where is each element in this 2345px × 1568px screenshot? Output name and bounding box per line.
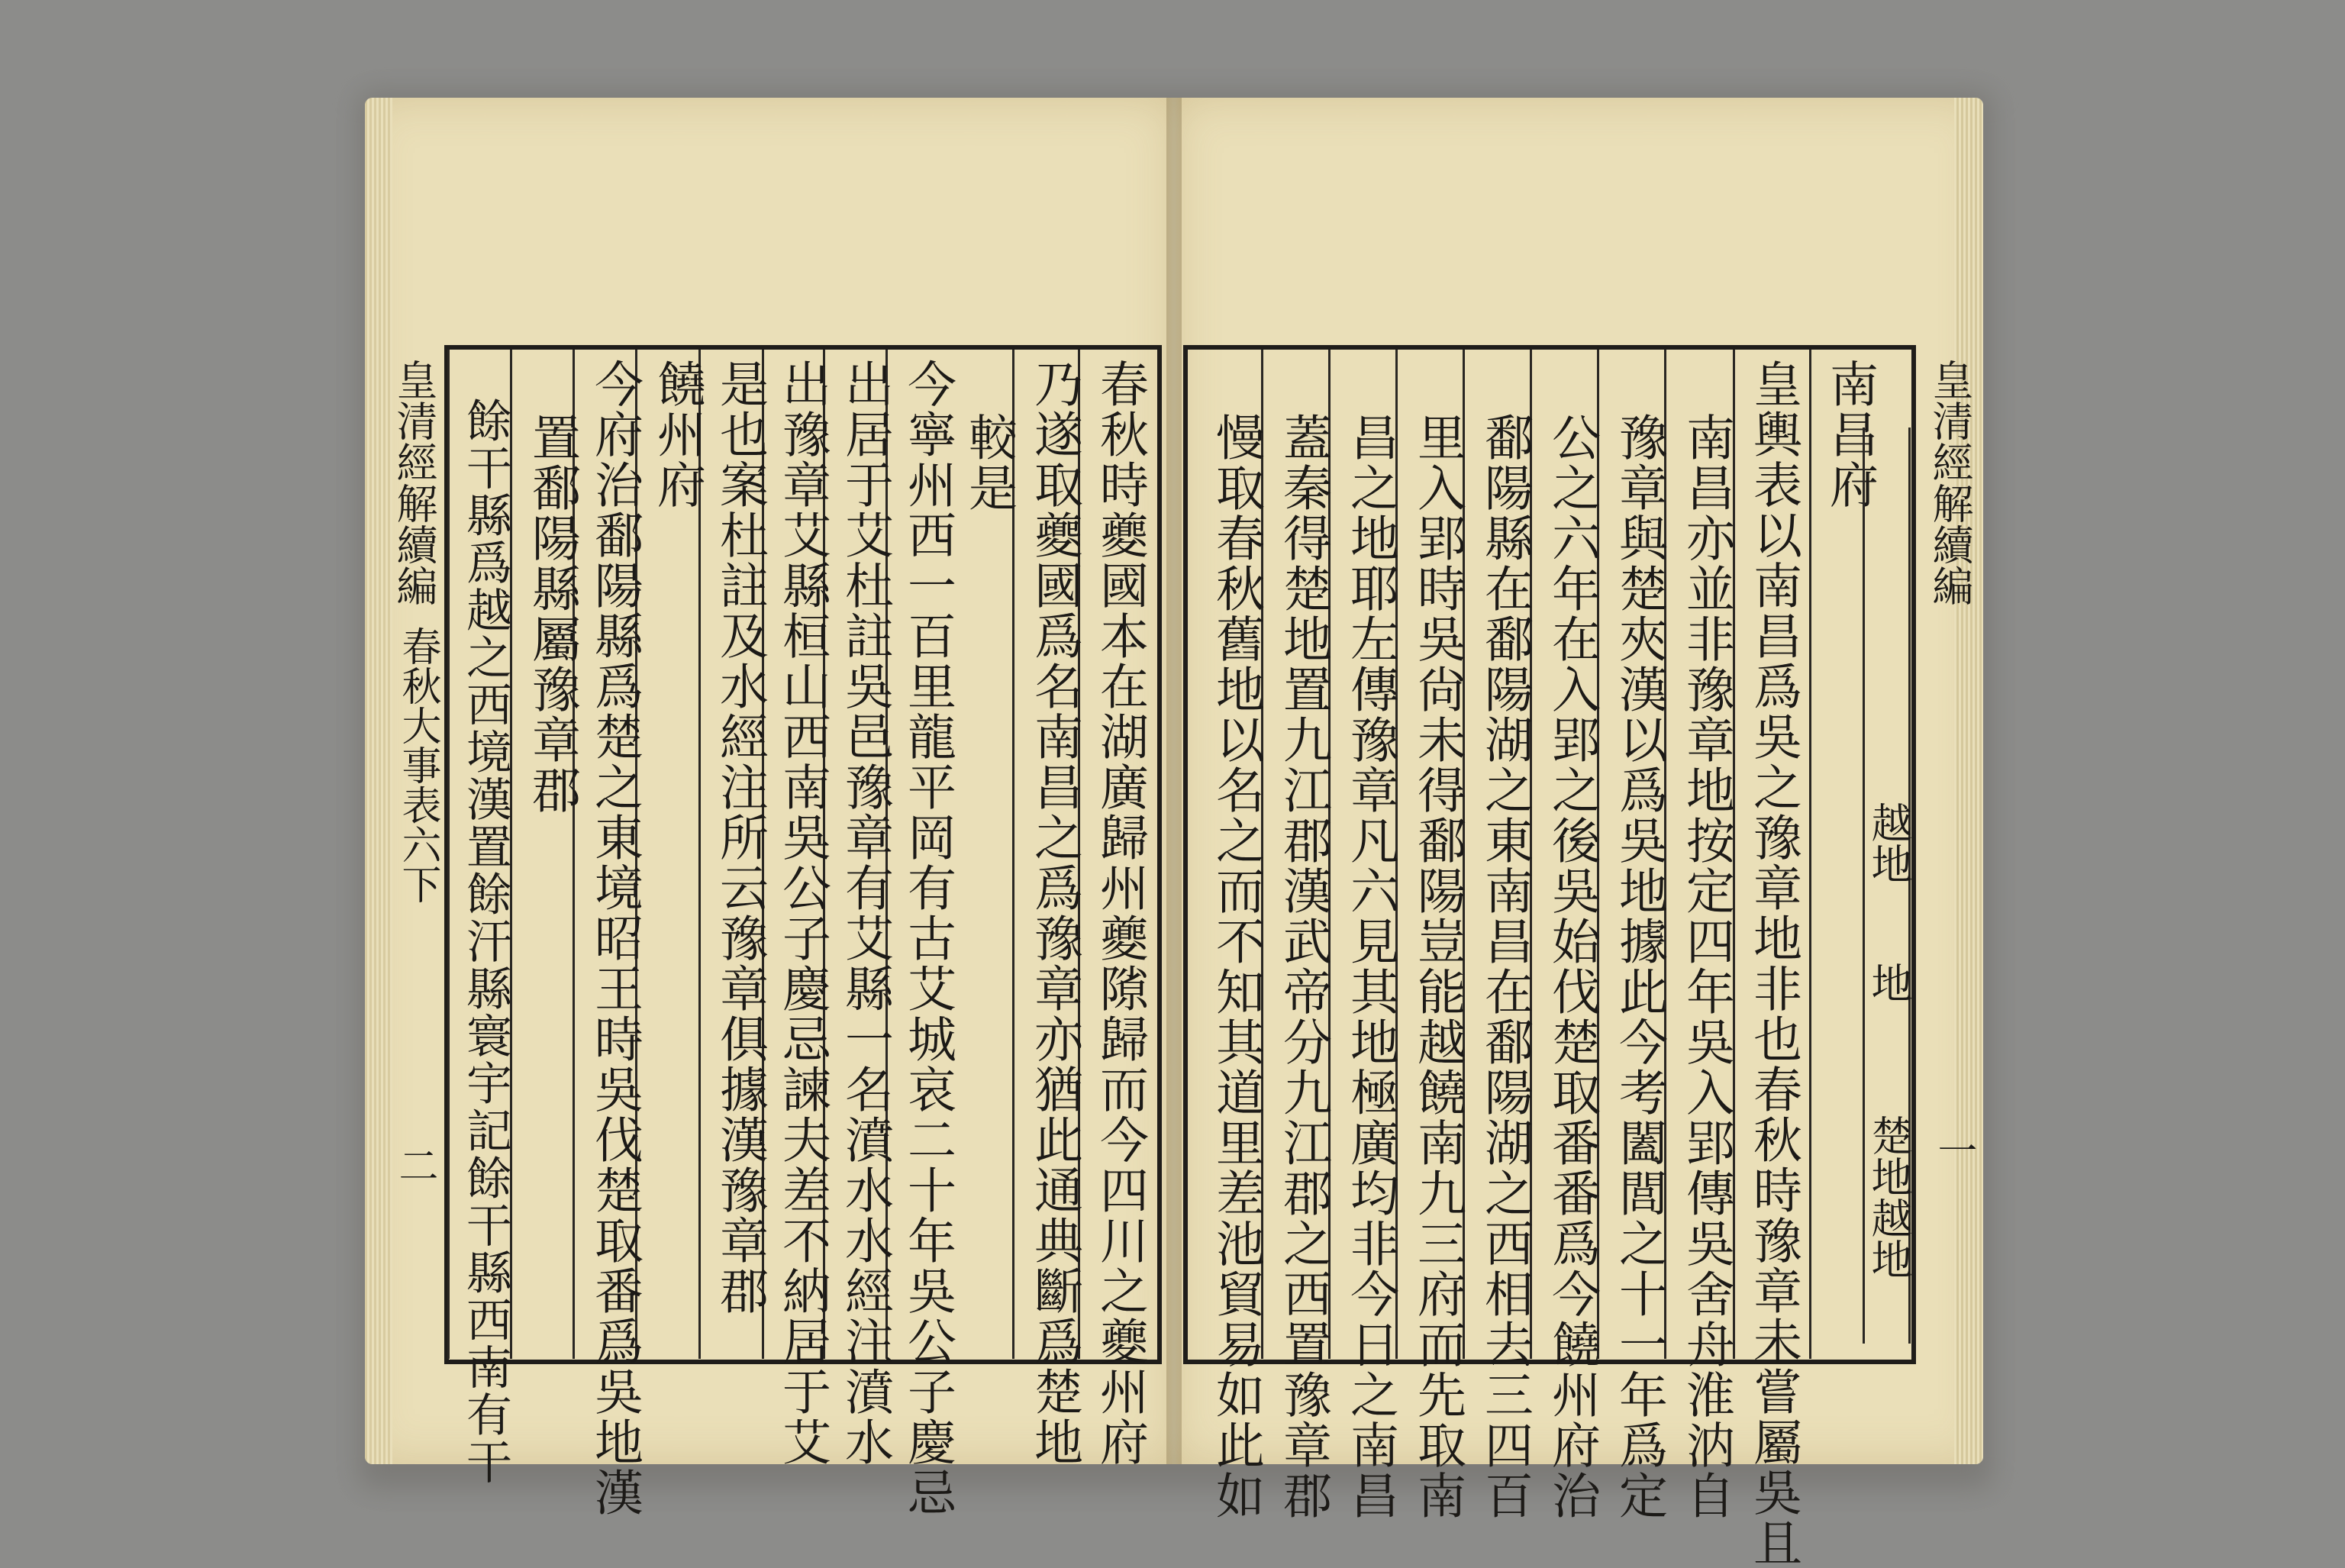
right-col-6: 鄱陽縣在鄱陽湖之東南昌在鄱陽湖之西相去三四百 [1476, 412, 1533, 1521]
column-rule [1809, 350, 1811, 1359]
right-col-7: 里入郢時吳尙未得鄱陽豈能越饒南九三府而先取南 [1409, 412, 1466, 1521]
right-col-10: 慢取春秋舊地以名之而不知其道里差池貿易如此如 [1208, 412, 1264, 1521]
right-page-edges [1954, 98, 1983, 1464]
left-col-3: 較是 [960, 412, 1017, 513]
right-col-4: 豫章與楚夾漢以爲吳地據此今考闔閭之十一年爲定 [1611, 412, 1667, 1521]
left-margin-subtitle: 春秋大事表六下 [395, 626, 440, 904]
right-col-2: 皇輿表以南昌爲吳之豫章地非也春秋時豫章未嘗屬吳且 [1745, 359, 1801, 1568]
column-rule [447, 350, 450, 1359]
box-label-2: 地 [1865, 962, 1913, 1003]
left-col-6: 出豫章艾縣桓山西南吳公子慶忌諫夫差不納居于艾 [774, 359, 831, 1467]
left-col-4: 今寧州西一百里龍平岡有古艾城哀二十年吳公子慶忌 [899, 359, 956, 1518]
right-col-1: 南昌府 [1821, 359, 1878, 510]
left-margin-title: 皇清經解續編 [390, 359, 438, 606]
left-col-2: 乃遂取夔國爲名南昌之爲豫章亦猶此通典斷爲楚地 [1026, 359, 1082, 1467]
box-label-3: 楚地越地 [1865, 1115, 1913, 1279]
right-col-5: 公之六年在入郢之後吳始伐楚取番番爲今饒州府治 [1543, 412, 1600, 1521]
left-col-10: 置鄱陽縣屬豫章郡 [524, 412, 580, 815]
right-page-number: 一 [1931, 1130, 1976, 1170]
box-label-1: 越地 [1865, 802, 1913, 884]
right-col-8: 昌之地耶左傳豫章凡六見其地極廣均非今日之南昌 [1342, 412, 1398, 1521]
left-col-7: 是也案杜註及水經注所云豫章俱據漢豫章郡 [711, 359, 768, 1316]
left-col-5: 出居于艾杜註吳邑豫章有艾縣一名濆水水經注濆水 [837, 359, 893, 1467]
left-col-9: 今府治鄱陽縣爲楚之東境昭王時吳伐楚取番爲吳地漢 [586, 359, 643, 1518]
left-col-1: 春秋時夔國本在湖廣歸州夔𨻶歸而今四川之夔州府 [1092, 359, 1148, 1467]
right-col-9: 蓋秦得楚地置九江郡漢武帝分九江郡之西置豫章郡 [1275, 412, 1331, 1521]
left-col-8: 饒州府 [649, 359, 705, 510]
left-page-number: 二 [392, 1145, 437, 1185]
book-gutter [1166, 98, 1182, 1464]
left-page-edges [365, 98, 392, 1464]
right-margin-title: 皇清經解續編 [1926, 359, 1974, 606]
right-col-3: 南昌亦並非豫章地按定四年吳入郢傳吳舍舟淮汭自 [1678, 412, 1734, 1521]
left-col-11: 餘干縣爲越之西境漢置餘汗縣寰宇記餘干縣西南有干 [459, 397, 512, 1486]
